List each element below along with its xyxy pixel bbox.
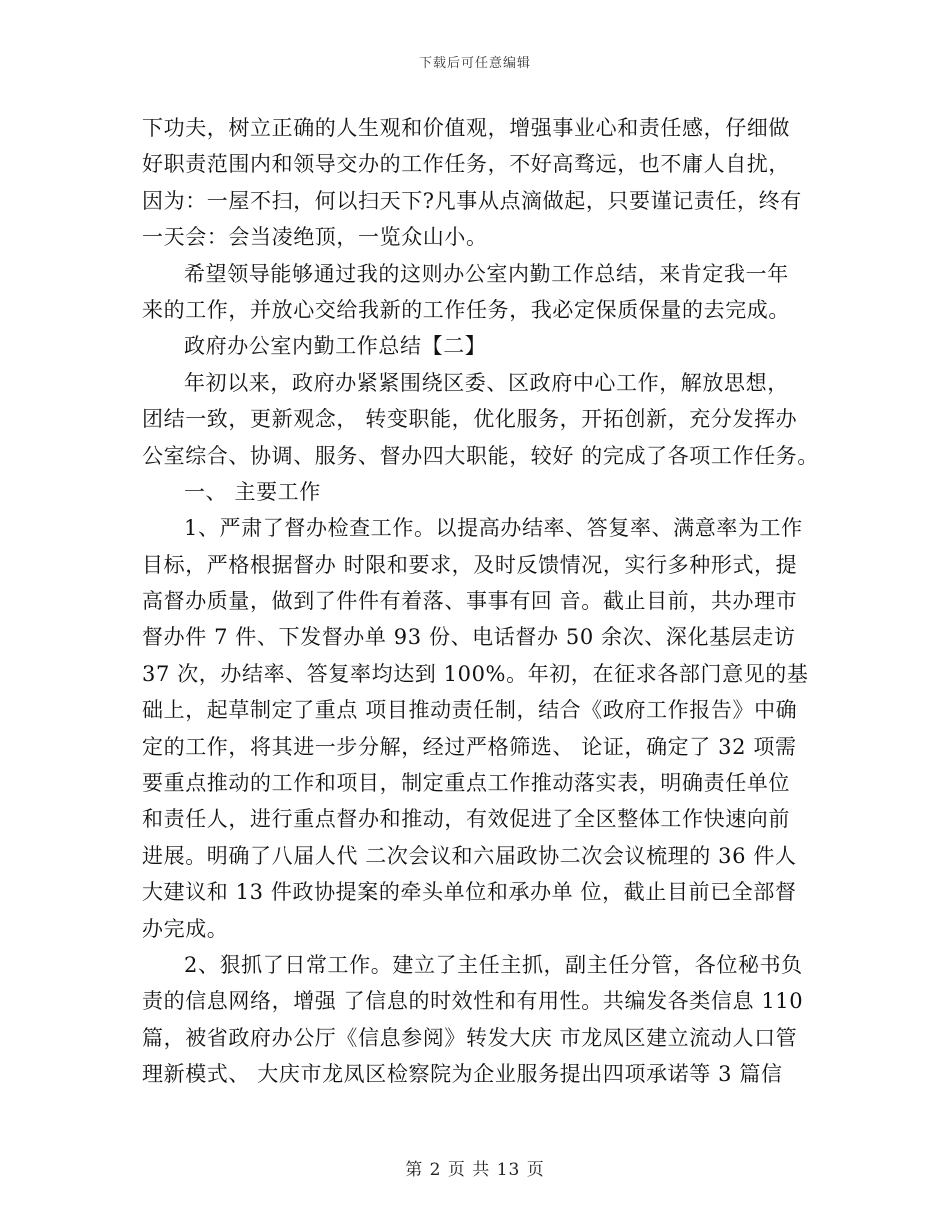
text-line: 一、 主要工作 (184, 479, 321, 504)
text-line: 37 次，办结率、答复率均达到 100%。年初，在征求各部门意见的基 (142, 661, 809, 686)
text-line: 和责任人，进行重点督办和推动，有效促进了全区整体工作快速向前 (142, 807, 790, 832)
text-line: 年初以来，政府办紧紧围绕区委、区政府中心工作，解放思想， (184, 370, 789, 395)
text-line: 理新模式、 大庆市龙凤区检察院为企业服务提出四项承诺等 3 篇信 (142, 1062, 783, 1087)
page-header-note: 下载后可任意编辑 (418, 56, 531, 71)
text-line: 大建议和 13 件政协提案的牵头单位和承办单 位，截止目前已全部督 (142, 880, 797, 905)
text-line: 公室综合、协调、服务、督办四大职能，较好 的完成了各项工作任务。 (142, 443, 819, 468)
text-line: 一天会：会当凌绝顶，一览众山小。 (142, 225, 488, 250)
text-line: 下功夫，树立正确的人生观和价值观，增强事业心和责任感，仔细做 (142, 116, 790, 140)
text-line: 高督办质量，做到了件件有着落、事事有回 音。截止目前，共办理市 (142, 589, 798, 614)
text-line: 因为：一屋不扫，何以扫天下?凡事从点滴做起，只要谨记责任，终有 (142, 188, 802, 213)
text-line: 团结一致，更新观念， 转变职能，优化服务，开拓创新，充分发挥办 (142, 407, 798, 432)
text-line: 篇，被省政府办公厅《信息参阅》转发大庆 市龙凤区建立流动人口管 (142, 1025, 798, 1050)
page-number: 第 2 页 共 13 页 (405, 1160, 545, 1180)
text-line: 好职责范围内和领导交办的工作任务，不好高骛远，也不庸人自扰， (142, 152, 790, 177)
text-line: 办完成。 (142, 916, 229, 941)
text-line: 政府办公室内勤工作总结【二】 (184, 334, 487, 359)
text-line: 础上，起草制定了重点 项目推动责任制，结合《政府工作报告》中确 (142, 698, 798, 723)
text-line: 目标，严格根据督办 时限和要求，及时反馈情况，实行多种形式，提 (142, 552, 798, 577)
text-line: 定的工作，将其进一步分解，经过严格筛选、 论证，确定了 32 项需 (142, 734, 797, 759)
text-line: 来的工作，并放心交给我新的工作任务，我必定保质保量的去完成。 (142, 297, 790, 322)
text-line: 要重点推动的工作和项目，制定重点工作推动落实表，明确责任单位 (142, 771, 790, 796)
text-line: 责的信息网络，增强 了信息的时效性和有用性。共编发各类信息 110 (142, 989, 804, 1014)
text-line: 希望领导能够通过我的这则办公室内勤工作总结，来肯定我一年 (184, 261, 789, 286)
text-line: 1、严肃了督办检查工作。以提高办结率、答复率、满意率为工作 (184, 516, 803, 541)
text-line: 督办件 7 件、下发督办单 93 份、电话督办 50 余次、深化基层走访 (142, 625, 796, 650)
document-body (142, 110, 822, 1093)
text-line: 2、狠抓了日常工作。建立了主任主抓，副主任分管，各位秘书负 (184, 952, 803, 977)
text-line: 进展。明确了八届人代 二次会议和六届政协二次会议梳理的 36 件人 (142, 843, 797, 868)
